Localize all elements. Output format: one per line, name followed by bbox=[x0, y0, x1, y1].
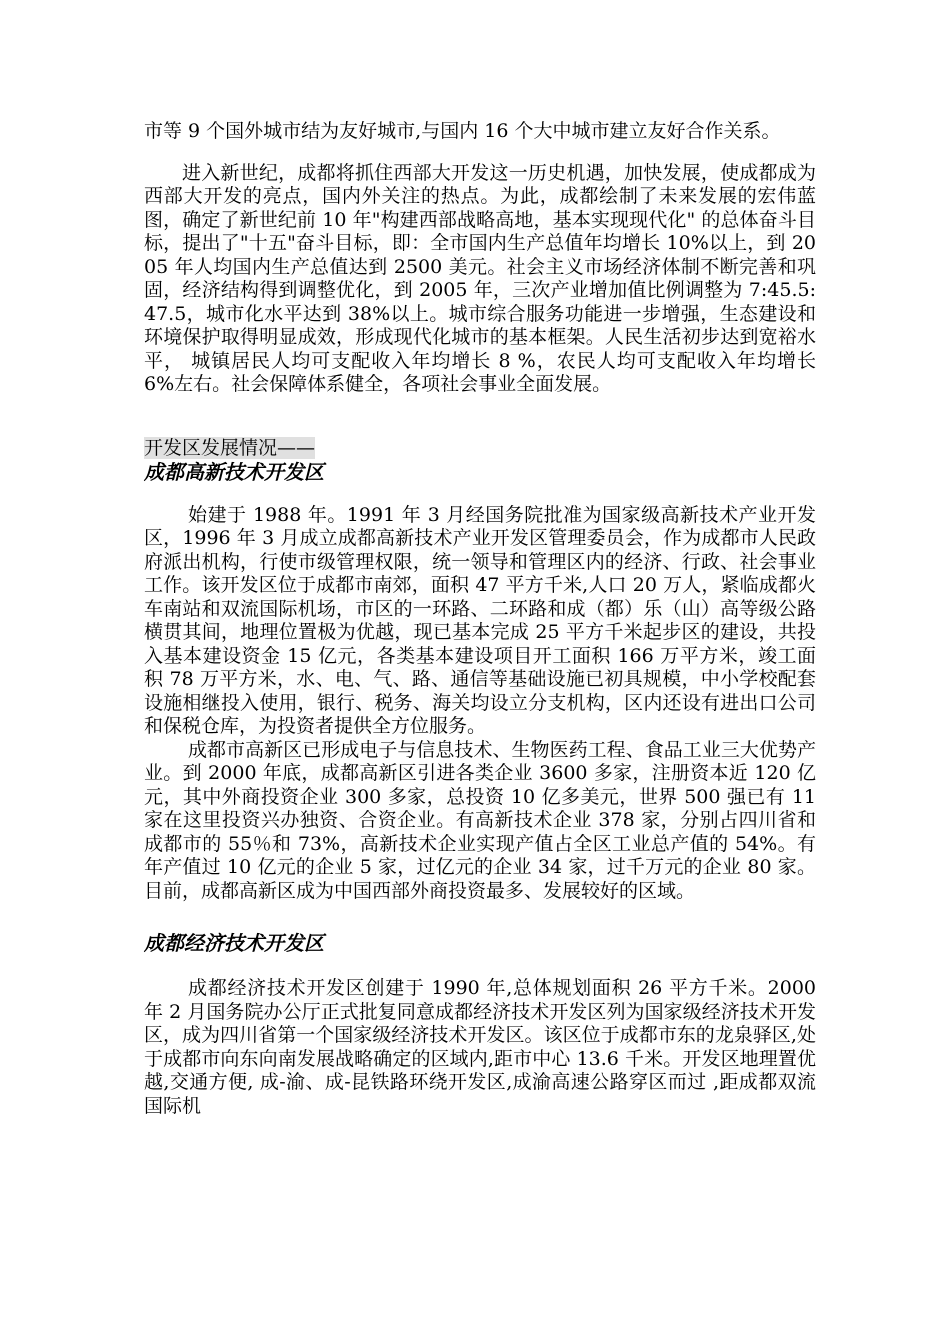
paragraph-hightech-industries: 成都市高新区已形成电子与信息技术、生物医药工程、食品工业三大优势产业。到 2000 年底，成都高新区引进各类企业 3600 多家，注册资本近 120 亿元，其中外商投资企业 300 多家，总投资 10 亿多美元，世界 500 强已有 11 家在这里投资兴办独资、合资企业。有高新技术企业 378 家，分别占四川省和成都市的 55％和 73%，高新技术企业实现产值占全区工业总产值的 54%。有年产值过 10 亿元的企业 5 家，过亿元的企业 34 家，过千万元的企业 80 家。目前，成都高新区成为中国西部外商投资最多、发展较好的区域。 bbox=[144, 738, 816, 902]
paragraph-hightech-history: 始建于 1988 年。1991 年 3 月经国务院批准为国家级高新技术产业开发区，1996 年 3 月成立成都高新技术产业开发区管理委员会，作为成都市人民政府派出机构，行使市级管理权限，统一领导和管理区内的经济、行政、社会事业工作。该开发区位于成都市南郊，面积 47 平方千米,人口 20 万人，紧临成都火车南站和双流国际机场，市区的一环路、二环路和成（都）乐（山）高等级公路横贯其间，地理位置极为优越，现已基本完成 25 平方千米起步区的建设，共投入基本建设资金 15 亿元，各类基本建设项目开工面积 166 万平方米，竣工面积 78 万平方米，水、电、气、路、通信等基础设施已初具规模，中小学校配套设施相继投入使用，银行、税务、海关均设立分支机构，区内还设有进出口公司和保税仓库，为投资者提供全方位服务。 bbox=[144, 503, 816, 737]
paragraph-econ-tech-zone: 成都经济技术开发区创建于 1990 年,总体规划面积 26 平方千米。2000 年 2 月国务院办公厅正式批复同意成都经济技术开发区列为国家级经济技术开发区，成为四川省第一个国家级经济技术开发区。该区位于成都市东的龙泉驿区,处于成都市向东向南发展战略确定的区域内,距市中心 13.6 千米。开发区地理置优越,交通方便, 成-渝、成-昆铁路环绕开发区,成渝高速公路穿区而过 ,距成都双流国际机 bbox=[144, 977, 816, 1117]
paragraph-new-century: 进入新世纪，成都将抓住西部大开发这一历史机遇，加快发展，使成都成为西部大开发的亮点，国内外关注的热点。为此，成都绘制了未来发展的宏伟蓝图，确定了新世纪前 10 年"构建西部战略高地，基本实现现代化" 的总体奋斗目标，提出了"十五"奋斗目标，即：全市国内生产总值年均增长 10%以上，到 2005 年人均国内生产总值达到 2500 美元。社会主义市场经济体制不断完善和巩固，经济结构得到调整优化，到 2005 年，三次产业增加值比例调整为 7:45.5:47.5，城市化水平达到 38%以上。城市综合服务功能进一步增强，生态建设和环境保护取得明显成效，形成现代化城市的基本框架。人民生活初步达到宽裕水平， 城镇居民人均可支配收入年均增长 8 %，农民人均可支配收入年均增长 6%左右。社会保障体系健全，各项社会事业全面发展。 bbox=[144, 161, 816, 395]
heading-econ-tech-zone: 成都经济技术开发区 bbox=[144, 931, 324, 955]
section-label bbox=[144, 437, 816, 460]
paragraph-friendship-cities: 市等 9 个国外城市结为友好城市,与国内 16 个大中城市建立友好合作关系。 bbox=[144, 120, 781, 142]
document-page bbox=[144, 120, 816, 1118]
heading-hightech-zone: 成都高新技术开发区 bbox=[144, 459, 324, 484]
section-label-text: 开发区发展情况—— bbox=[144, 436, 316, 459]
